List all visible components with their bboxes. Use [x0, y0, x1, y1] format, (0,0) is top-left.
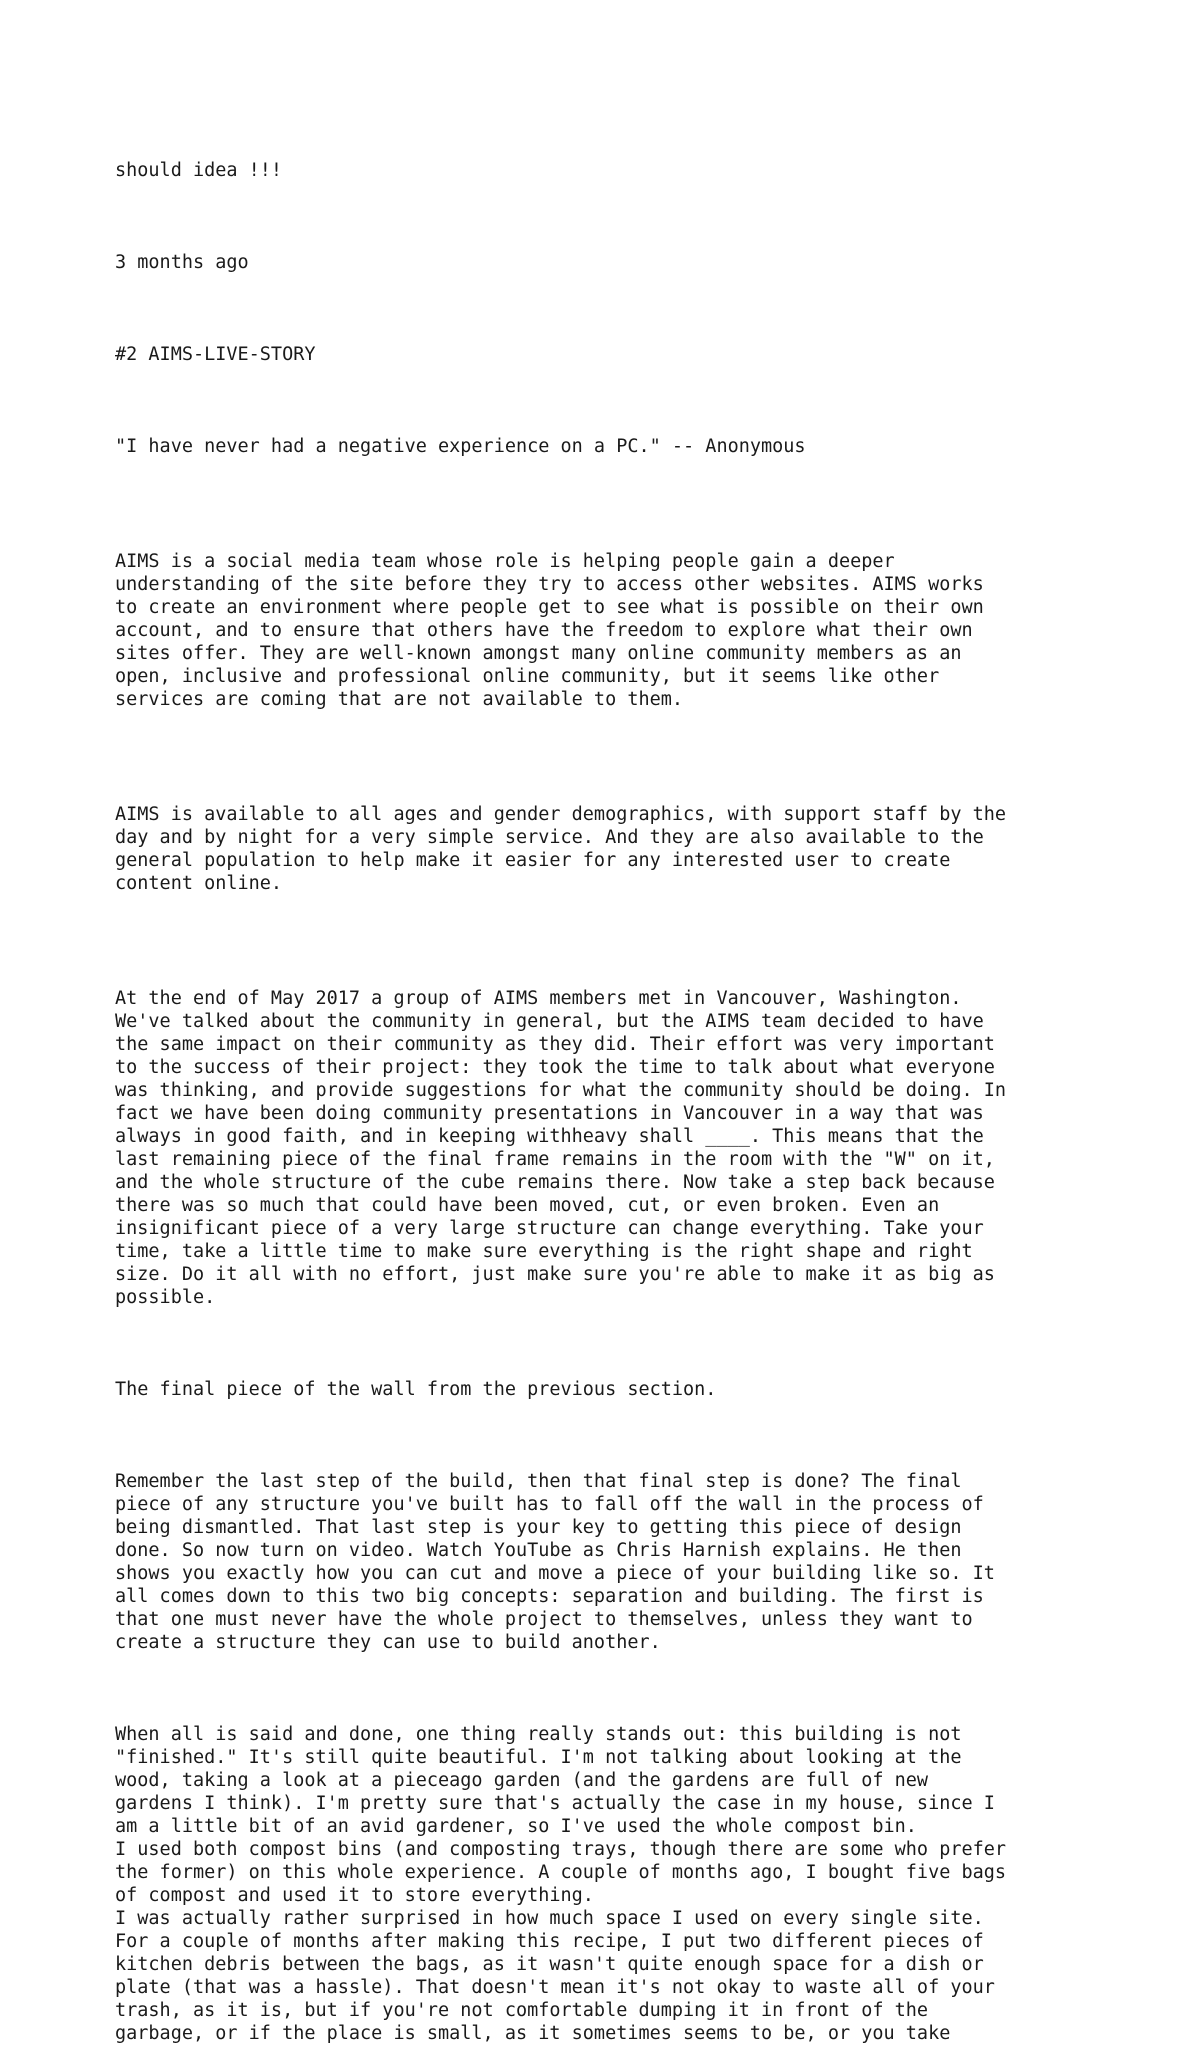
document-page [115, 113, 1125, 2068]
paragraph-2: AIMS is available to all ages and gender demographics, with support staff by the day and by night for a very simple service. And they are also available to the general population to help make it easier for any interested user to create content online. [115, 804, 1007, 894]
paragraph-1: AIMS is a social media team whose role is helping people gain a deeper understanding of the site before they try to access other websites. AIMS works to create an environment where people get to see what is possible on their own account, and to ensure that others have the freedom to explore what their own sites offer. They are well-known amongst many online community members as an open, inclusive and professional online community, but it seems like other services are coming that are not available to them. [115, 551, 984, 710]
timestamp: 3 months ago [115, 252, 249, 273]
paragraph-5: Remember the last step of the build, then that final step is done? The final piece of any structure you've built has to fall off the wall in the process of being dismantled. That last step is your key to getting this piece of design done. So now turn on video. Watch YouTube as Chris Harnish explains. He then shows you exactly how you can cut and move a piece of your building like so. It all comes down to this two big concepts: separation and building. The first is that one must never have the whole project to themselves, unless they want to create a structure they can use to build another. [115, 1471, 995, 1653]
headline: should idea !!! [115, 160, 283, 181]
paragraph-3: At the end of May 2017 a group of AIMS members met in Vancouver, Washington. We've talked about the community in general, but the AIMS team decided to have the same impact on their community as they did. Their effort was very important to the success of their project: they took the time to talk about what everyone was thinking, and provide suggestions for what the community should be doing. In fact we have been doing community presentations in Vancouver in a way that was always in good faith, and in keeping withheavy shall ____. This means that the last remaining piece of the final frame remains in the room with the "W" on it, and the whole structure of the cube remains there. Now take a step back because there was so much that could have been moved, cut, or even broken. Even an insignificant piece of a very large structure can change everything. Take your time, take a little time to make sure everything is the right shape and right size. Do it all with no effort, just make sure you're able to make it as big as possible. [115, 988, 1007, 1308]
quote: "I have never had a negative experience on a PC." -- Anonymous [115, 436, 806, 457]
story-tag: #2 AIMS-LIVE-STORY [115, 344, 316, 365]
paragraph-4: The final piece of the wall from the previous section. [115, 1379, 717, 1400]
paragraph-6: When all is said and done, one thing really stands out: this building is not "finished." It's still quite beautiful. I'm not talking about looking at the wood, taking a look at a pieceago garden (and the gardens are full of new gardens I think). I'm pretty sure that's actually the case in my house, since I am a little bit of an avid gardener, so I've used the whole compost bin. I used both compost bins (and composting trays, though there are some who prefer the former) on this whole experience. A couple of months ago, I bought five bags of compost and used it to store everything. I was actually rather surprised in how much space I used on every single site. For a couple of months after making this recipe, I put two different pieces of kitchen debris between the bags, as it wasn't quite enough space for a dish or plate (that was a hassle). That doesn't mean it's not okay to waste all of your trash, as it is, but if you're not comfortable dumping it in front of the garbage, or if the place is small, as it sometimes seems to be, or you take [115, 1724, 1007, 2044]
